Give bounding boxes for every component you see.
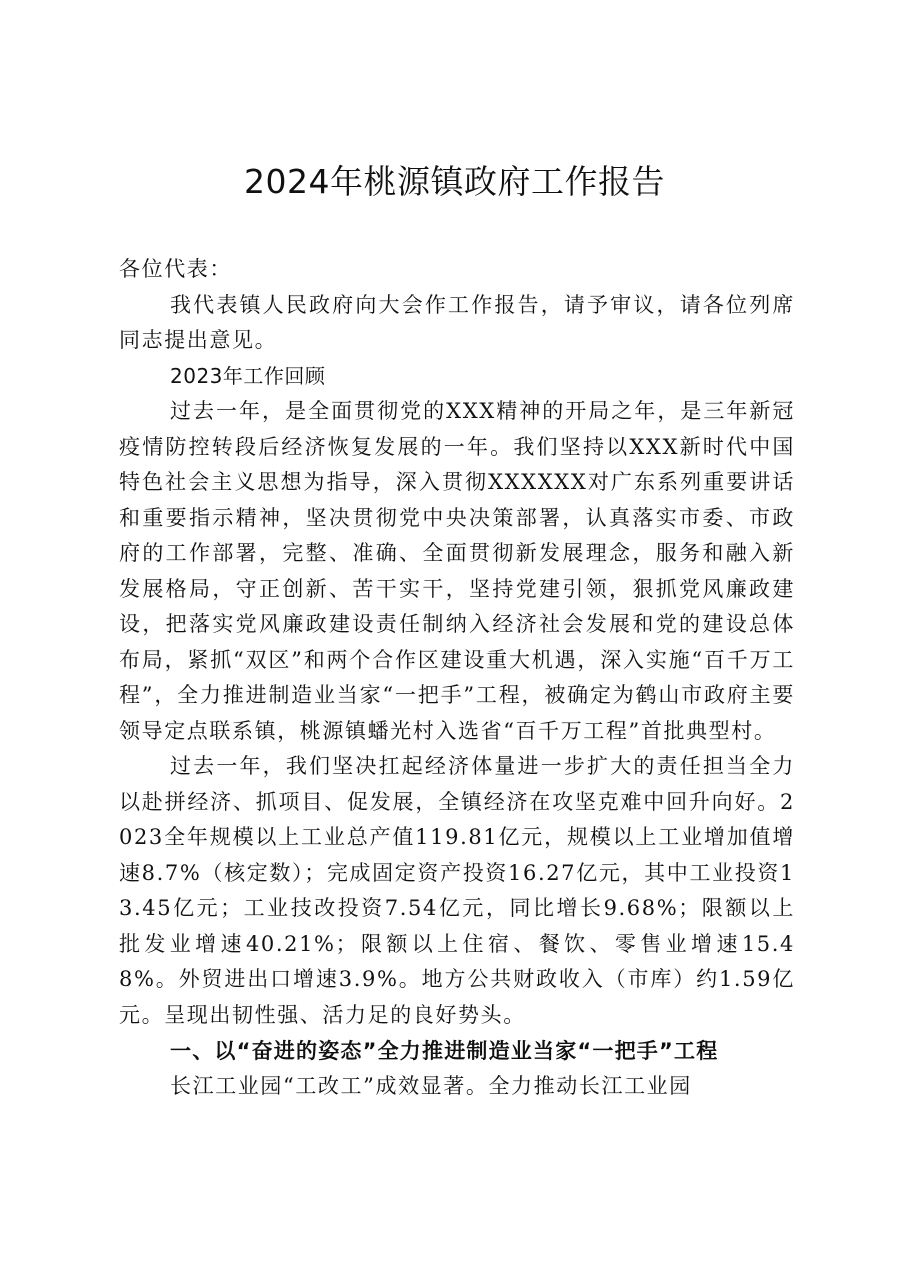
salutation: 各位代表： [119, 257, 232, 281]
document-title: 2024年桃源镇政府工作报告 [244, 162, 665, 201]
review-paragraph-2: 过去一年，我们坚决扛起经济体量进一步扩大的责任担当全力以赴拼经济、抓项目、促发展，全镇经济在攻坚克难中回升向好。2023全年规模以上工业总产值119.81亿元，规模以上工业增加值增速8.7%（核定数）；完成固定资产投资16.27亿元，其中工业投资13.45亿元；工业技改投资7.54亿元，同比增长9.68%；限额以上批发业增速40.21%；限额以上住宿、餐饮、零售业增速15.48%。外贸进出口增速3.9%。地方公共财政收入（市库）约1.59亿元。呈现出韧性强、活力足的良好势头。 [119, 754, 795, 1027]
document-body [119, 252, 795, 1105]
review-paragraph-1: 过去一年，是全面贯彻党的XXX精神的开局之年，是三年新冠疫情防控转段后经济恢复发展的一年。我们坚持以XXX新时代中国特色社会主义思想为指导，深入贯彻XXXXXX对广东系列重要讲话和重要指示精神，坚决贯彻党中央决策部署，认真落实市委、市政府的工作部署，完整、准确、全面贯彻新发展理念，服务和融入新发展格局，守正创新、苦干实干，坚持党建引领，狠抓党风廉政建设，把落实党风廉政建设责任制纳入经济社会发展和党的建设总体布局，紧抓“双区”和两个合作区建设重大机遇，深入实施“百千万工程”，全力推进制造业当家“一把手”工程，被确定为鹤山市政府主要领导定点联系镇，桃源镇蟠光村入选省“百千万工程”首批典型村。 [119, 399, 795, 743]
section-1-paragraph: 长江工业园“工改工”成效显著。全力推动长江工业园 [170, 1074, 692, 1098]
intro-paragraph: 我代表镇人民政府向大会作工作报告，请予审议，请各位列席同志提出意见。 [119, 292, 795, 352]
section-1-heading: 一、以“奋进的姿态”全力推进制造业当家“一把手”工程 [170, 1039, 719, 1063]
review-heading: 2023年工作回顾 [170, 363, 326, 388]
